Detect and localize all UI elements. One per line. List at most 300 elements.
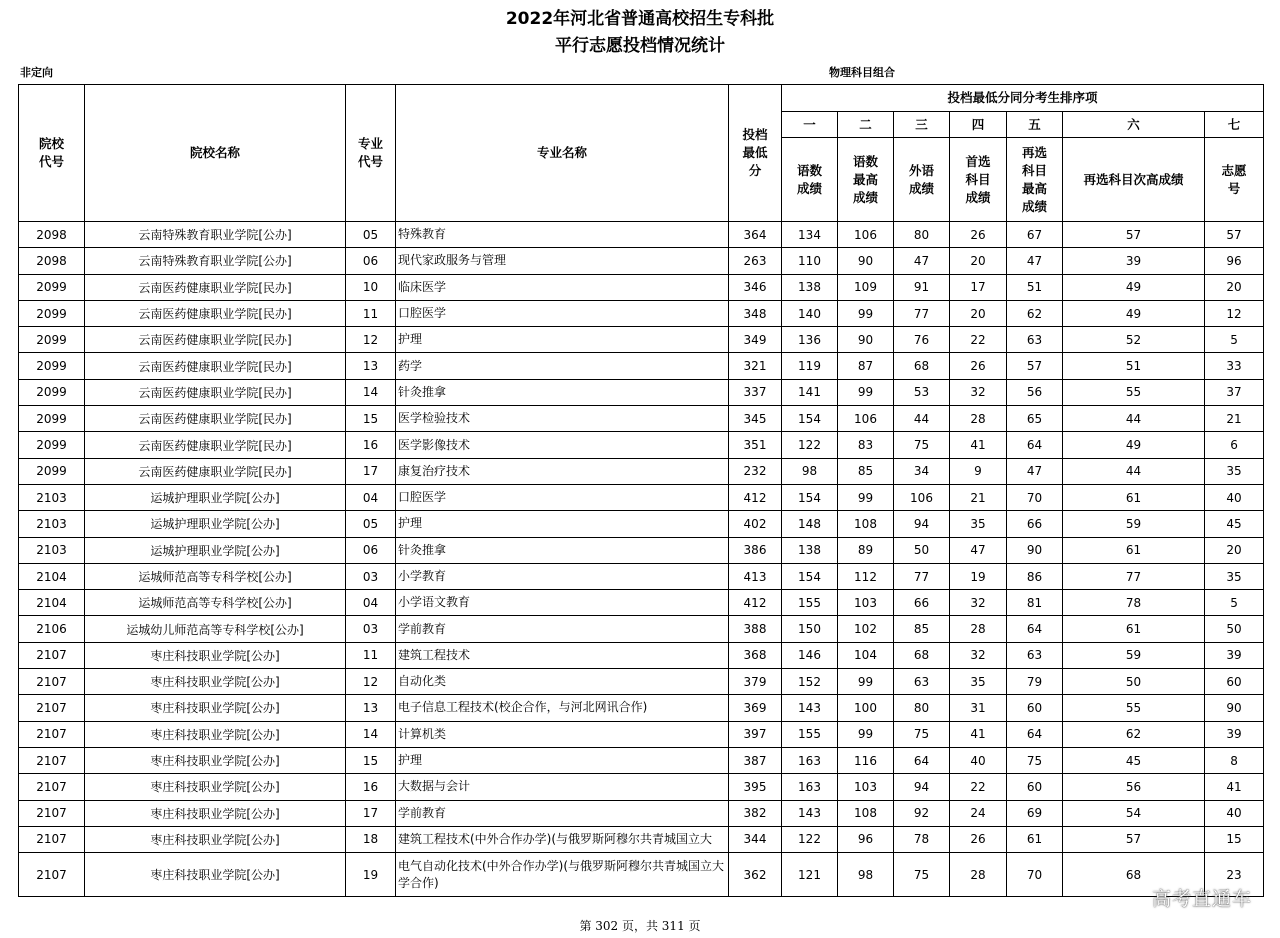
cell-min-score: 337 <box>729 379 782 405</box>
cell-volunteer-no: 21 <box>1205 406 1264 432</box>
cell-school-code: 2103 <box>19 511 85 537</box>
cell-foreign-language: 106 <box>894 484 950 510</box>
cell-reselect-second: 39 <box>1063 248 1205 274</box>
table-row <box>19 484 1264 510</box>
cell-school-code: 2107 <box>19 721 85 747</box>
cell-chinese-math-max: 108 <box>838 800 894 826</box>
cell-school-name: 枣庄科技职业学院[公办] <box>85 642 346 668</box>
cell-volunteer-no: 35 <box>1205 563 1264 589</box>
cell-major-code: 19 <box>346 853 396 897</box>
admission-table <box>18 84 1264 897</box>
cell-chinese-math-max: 90 <box>838 327 894 353</box>
cell-school-code: 2099 <box>19 458 85 484</box>
table-row <box>19 721 1264 747</box>
cell-chinese-math-max: 96 <box>838 826 894 852</box>
cell-volunteer-no: 39 <box>1205 721 1264 747</box>
cell-school-name: 枣庄科技职业学院[公办] <box>85 853 346 897</box>
table-row <box>19 669 1264 695</box>
cell-reselect-max: 90 <box>1007 537 1063 563</box>
cell-reselect-max: 56 <box>1007 379 1063 405</box>
cell-min-score: 344 <box>729 826 782 852</box>
cell-volunteer-no: 23 <box>1205 853 1264 897</box>
cell-school-name: 云南医药健康职业学院[民办] <box>85 432 346 458</box>
cell-foreign-language: 91 <box>894 274 950 300</box>
cell-reselect-second: 59 <box>1063 642 1205 668</box>
cell-major-code: 17 <box>346 800 396 826</box>
cell-reselect-max: 64 <box>1007 616 1063 642</box>
cell-major-name: 护理 <box>396 747 729 773</box>
cell-reselect-max: 70 <box>1007 484 1063 510</box>
cell-chinese-math-max: 99 <box>838 669 894 695</box>
header-min-score: 投档最低分 <box>729 85 782 222</box>
cell-first-subject: 20 <box>950 300 1007 326</box>
cell-volunteer-no: 40 <box>1205 800 1264 826</box>
header-major-name: 专业名称 <box>396 85 729 222</box>
cell-reselect-max: 67 <box>1007 222 1063 248</box>
cell-school-name: 运城护理职业学院[公办] <box>85 537 346 563</box>
cell-foreign-language: 66 <box>894 590 950 616</box>
cell-chinese-math: 143 <box>782 800 838 826</box>
cell-school-name: 云南医药健康职业学院[民办] <box>85 274 346 300</box>
cell-volunteer-no: 60 <box>1205 669 1264 695</box>
cell-chinese-math-max: 102 <box>838 616 894 642</box>
table-row <box>19 537 1264 563</box>
cell-first-subject: 41 <box>950 432 1007 458</box>
cell-major-name: 针灸推拿 <box>396 537 729 563</box>
cell-major-name: 现代家政服务与管理 <box>396 248 729 274</box>
cell-school-name: 云南特殊教育职业学院[公办] <box>85 248 346 274</box>
page-footer: 第 302 页，共 311 页 <box>579 919 701 933</box>
cell-school-name: 云南特殊教育职业学院[公办] <box>85 222 346 248</box>
cell-volunteer-no: 15 <box>1205 826 1264 852</box>
cell-reselect-second: 54 <box>1063 800 1205 826</box>
cell-first-subject: 26 <box>950 826 1007 852</box>
watermark: 高考直通车 <box>1151 888 1252 910</box>
cell-foreign-language: 77 <box>894 300 950 326</box>
cell-major-name: 小学教育 <box>396 563 729 589</box>
cell-first-subject: 28 <box>950 406 1007 432</box>
cell-chinese-math: 98 <box>782 458 838 484</box>
cell-volunteer-no: 39 <box>1205 642 1264 668</box>
cell-volunteer-no: 6 <box>1205 432 1264 458</box>
cell-reselect-max: 79 <box>1007 669 1063 695</box>
cell-school-code: 2107 <box>19 695 85 721</box>
cell-foreign-language: 94 <box>894 511 950 537</box>
cell-school-code: 2098 <box>19 248 85 274</box>
cell-chinese-math-max: 104 <box>838 642 894 668</box>
cell-volunteer-no: 57 <box>1205 222 1264 248</box>
cell-school-code: 2107 <box>19 826 85 852</box>
cell-min-score: 379 <box>729 669 782 695</box>
cell-chinese-math: 163 <box>782 747 838 773</box>
table-row <box>19 800 1264 826</box>
cell-volunteer-no: 33 <box>1205 353 1264 379</box>
cell-major-name: 口腔医学 <box>396 300 729 326</box>
table-row <box>19 695 1264 721</box>
cell-foreign-language: 50 <box>894 537 950 563</box>
cell-reselect-second: 61 <box>1063 484 1205 510</box>
cell-chinese-math: 154 <box>782 406 838 432</box>
cell-reselect-max: 51 <box>1007 274 1063 300</box>
cell-min-score: 348 <box>729 300 782 326</box>
cell-reselect-second: 51 <box>1063 353 1205 379</box>
cell-chinese-math-max: 99 <box>838 721 894 747</box>
cell-chinese-math-max: 99 <box>838 484 894 510</box>
cell-school-name: 运城幼儿师范高等专科学校[公办] <box>85 616 346 642</box>
cell-major-name: 口腔医学 <box>396 484 729 510</box>
cell-foreign-language: 77 <box>894 563 950 589</box>
cell-school-name: 云南医药健康职业学院[民办] <box>85 300 346 326</box>
cell-foreign-language: 85 <box>894 616 950 642</box>
cell-foreign-language: 68 <box>894 353 950 379</box>
cell-major-name: 自动化类 <box>396 669 729 695</box>
header-reselect-max: 再选科目最高成绩 <box>1007 138 1063 222</box>
cell-reselect-second: 62 <box>1063 721 1205 747</box>
cell-min-score: 402 <box>729 511 782 537</box>
cell-reselect-second: 49 <box>1063 432 1205 458</box>
cell-major-code: 11 <box>346 642 396 668</box>
cell-reselect-max: 61 <box>1007 826 1063 852</box>
cell-major-code: 14 <box>346 379 396 405</box>
cell-first-subject: 9 <box>950 458 1007 484</box>
cell-major-name: 药学 <box>396 353 729 379</box>
table-row <box>19 458 1264 484</box>
cell-school-name: 枣庄科技职业学院[公办] <box>85 747 346 773</box>
cell-school-name: 云南医药健康职业学院[民办] <box>85 406 346 432</box>
cell-foreign-language: 34 <box>894 458 950 484</box>
cell-chinese-math-max: 108 <box>838 511 894 537</box>
cell-school-code: 2107 <box>19 853 85 897</box>
cell-chinese-math-max: 85 <box>838 458 894 484</box>
cell-major-code: 13 <box>346 353 396 379</box>
cell-min-score: 364 <box>729 222 782 248</box>
cell-reselect-second: 59 <box>1063 511 1205 537</box>
cell-first-subject: 21 <box>950 484 1007 510</box>
cell-chinese-math-max: 112 <box>838 563 894 589</box>
cell-reselect-second: 52 <box>1063 327 1205 353</box>
cell-foreign-language: 53 <box>894 379 950 405</box>
cell-major-name: 学前教育 <box>396 616 729 642</box>
cell-chinese-math-max: 116 <box>838 747 894 773</box>
cell-major-code: 17 <box>346 458 396 484</box>
cell-chinese-math-max: 106 <box>838 222 894 248</box>
cell-chinese-math: 155 <box>782 590 838 616</box>
cell-foreign-language: 80 <box>894 695 950 721</box>
table-row <box>19 563 1264 589</box>
cell-chinese-math-max: 99 <box>838 300 894 326</box>
cell-min-score: 232 <box>729 458 782 484</box>
cell-reselect-second: 55 <box>1063 695 1205 721</box>
cell-major-name: 医学检验技术 <box>396 406 729 432</box>
cell-first-subject: 31 <box>950 695 1007 721</box>
cell-chinese-math: 155 <box>782 721 838 747</box>
cell-reselect-second: 57 <box>1063 826 1205 852</box>
cell-school-code: 2107 <box>19 669 85 695</box>
cell-major-name: 临床医学 <box>396 274 729 300</box>
cell-first-subject: 32 <box>950 590 1007 616</box>
cell-volunteer-no: 5 <box>1205 327 1264 353</box>
header-reselect-second: 再选科目次高成绩 <box>1063 138 1205 222</box>
cell-school-name: 云南医药健康职业学院[民办] <box>85 353 346 379</box>
cell-volunteer-no: 37 <box>1205 379 1264 405</box>
table-row <box>19 590 1264 616</box>
cell-major-name: 针灸推拿 <box>396 379 729 405</box>
page-title: 2022年河北省普通高校招生专科批 <box>505 9 775 29</box>
cell-reselect-max: 64 <box>1007 721 1063 747</box>
cell-school-code: 2107 <box>19 800 85 826</box>
cell-reselect-max: 60 <box>1007 695 1063 721</box>
cell-foreign-language: 75 <box>894 721 950 747</box>
table-row <box>19 327 1264 353</box>
cell-school-name: 枣庄科技职业学院[公办] <box>85 721 346 747</box>
cell-volunteer-no: 5 <box>1205 590 1264 616</box>
cell-school-name: 枣庄科技职业学院[公办] <box>85 774 346 800</box>
cell-school-code: 2106 <box>19 616 85 642</box>
cell-school-name: 云南医药健康职业学院[民办] <box>85 458 346 484</box>
cell-school-name: 运城护理职业学院[公办] <box>85 484 346 510</box>
cell-major-code: 05 <box>346 511 396 537</box>
cell-reselect-second: 44 <box>1063 406 1205 432</box>
cell-reselect-second: 61 <box>1063 616 1205 642</box>
cell-reselect-second: 50 <box>1063 669 1205 695</box>
cell-chinese-math-max: 106 <box>838 406 894 432</box>
cell-chinese-math-max: 89 <box>838 537 894 563</box>
cell-reselect-second: 57 <box>1063 222 1205 248</box>
cell-first-subject: 26 <box>950 222 1007 248</box>
cell-major-code: 10 <box>346 274 396 300</box>
cell-reselect-max: 57 <box>1007 353 1063 379</box>
cell-first-subject: 17 <box>950 274 1007 300</box>
cell-foreign-language: 63 <box>894 669 950 695</box>
cell-reselect-max: 81 <box>1007 590 1063 616</box>
cell-reselect-second: 78 <box>1063 590 1205 616</box>
table-row <box>19 406 1264 432</box>
table-row <box>19 616 1264 642</box>
cell-school-name: 云南医药健康职业学院[民办] <box>85 327 346 353</box>
cell-foreign-language: 94 <box>894 774 950 800</box>
cell-chinese-math-max: 83 <box>838 432 894 458</box>
cell-major-code: 16 <box>346 774 396 800</box>
table-row <box>19 747 1264 773</box>
cell-major-code: 04 <box>346 590 396 616</box>
cell-min-score: 386 <box>729 537 782 563</box>
cell-school-name: 运城护理职业学院[公办] <box>85 511 346 537</box>
header-school-code: 院校代号 <box>19 85 85 222</box>
cell-reselect-second: 56 <box>1063 774 1205 800</box>
cell-volunteer-no: 45 <box>1205 511 1264 537</box>
cell-min-score: 346 <box>729 274 782 300</box>
cell-min-score: 387 <box>729 747 782 773</box>
cell-volunteer-no: 50 <box>1205 616 1264 642</box>
cell-reselect-second: 55 <box>1063 379 1205 405</box>
cell-school-code: 2107 <box>19 642 85 668</box>
cell-min-score: 397 <box>729 721 782 747</box>
cell-first-subject: 41 <box>950 721 1007 747</box>
cell-school-code: 2099 <box>19 274 85 300</box>
cell-chinese-math-max: 109 <box>838 274 894 300</box>
table-row <box>19 432 1264 458</box>
cell-chinese-math: 140 <box>782 300 838 326</box>
cell-foreign-language: 75 <box>894 853 950 897</box>
table-row <box>19 511 1264 537</box>
cell-chinese-math: 122 <box>782 826 838 852</box>
cell-chinese-math: 163 <box>782 774 838 800</box>
cell-reselect-max: 75 <box>1007 747 1063 773</box>
cell-min-score: 412 <box>729 590 782 616</box>
table-row <box>19 300 1264 326</box>
header-num-2: 二 <box>838 112 894 138</box>
cell-first-subject: 32 <box>950 642 1007 668</box>
cell-chinese-math: 150 <box>782 616 838 642</box>
cell-major-name: 建筑工程技术 <box>396 642 729 668</box>
header-rank-group: 投档最低分同分考生排序项 <box>782 85 1264 112</box>
cell-reselect-second: 68 <box>1063 853 1205 897</box>
header-major-code: 专业代号 <box>346 85 396 222</box>
cell-first-subject: 22 <box>950 774 1007 800</box>
cell-major-code: 12 <box>346 669 396 695</box>
cell-min-score: 263 <box>729 248 782 274</box>
cell-major-code: 15 <box>346 747 396 773</box>
cell-volunteer-no: 96 <box>1205 248 1264 274</box>
cell-major-code: 06 <box>346 537 396 563</box>
cell-school-code: 2107 <box>19 747 85 773</box>
cell-school-code: 2103 <box>19 537 85 563</box>
cell-major-code: 06 <box>346 248 396 274</box>
cell-chinese-math-max: 103 <box>838 590 894 616</box>
cell-school-code: 2104 <box>19 590 85 616</box>
cell-chinese-math: 122 <box>782 432 838 458</box>
cell-volunteer-no: 20 <box>1205 274 1264 300</box>
cell-first-subject: 32 <box>950 379 1007 405</box>
cell-school-code: 2104 <box>19 563 85 589</box>
header-num-4: 四 <box>950 112 1007 138</box>
cell-foreign-language: 78 <box>894 826 950 852</box>
page-subtitle: 平行志愿投档情况统计 <box>555 36 725 56</box>
cell-major-name: 建筑工程技术(中外合作办学)(与俄罗斯阿穆尔共青城国立大 <box>396 826 729 852</box>
cell-volunteer-no: 20 <box>1205 537 1264 563</box>
cell-reselect-max: 64 <box>1007 432 1063 458</box>
cell-school-code: 2107 <box>19 774 85 800</box>
cell-school-name: 云南医药健康职业学院[民办] <box>85 379 346 405</box>
table-row <box>19 353 1264 379</box>
header-chinese-math-max: 语数最高成绩 <box>838 138 894 222</box>
cell-min-score: 388 <box>729 616 782 642</box>
cell-min-score: 345 <box>729 406 782 432</box>
cell-major-name: 小学语文教育 <box>396 590 729 616</box>
cell-chinese-math: 138 <box>782 537 838 563</box>
cell-reselect-max: 63 <box>1007 642 1063 668</box>
cell-foreign-language: 75 <box>894 432 950 458</box>
cell-min-score: 362 <box>729 853 782 897</box>
cell-major-name: 特殊教育 <box>396 222 729 248</box>
table-row <box>19 853 1264 897</box>
cell-volunteer-no: 35 <box>1205 458 1264 484</box>
cell-chinese-math: 134 <box>782 222 838 248</box>
cell-major-name: 护理 <box>396 511 729 537</box>
cell-school-name: 运城师范高等专科学校[公办] <box>85 590 346 616</box>
header-chinese-math: 语数成绩 <box>782 138 838 222</box>
cell-chinese-math-max: 87 <box>838 353 894 379</box>
cell-school-name: 枣庄科技职业学院[公办] <box>85 695 346 721</box>
cell-min-score: 351 <box>729 432 782 458</box>
cell-school-code: 2099 <box>19 432 85 458</box>
cell-chinese-math-max: 103 <box>838 774 894 800</box>
header-school-name: 院校名称 <box>85 85 346 222</box>
cell-chinese-math: 154 <box>782 484 838 510</box>
cell-reselect-second: 49 <box>1063 300 1205 326</box>
cell-chinese-math-max: 98 <box>838 853 894 897</box>
header-num-6: 六 <box>1063 112 1205 138</box>
cell-reselect-max: 60 <box>1007 774 1063 800</box>
header-num-5: 五 <box>1007 112 1063 138</box>
cell-reselect-second: 61 <box>1063 537 1205 563</box>
cell-major-code: 11 <box>346 300 396 326</box>
cell-major-code: 03 <box>346 563 396 589</box>
cell-min-score: 395 <box>729 774 782 800</box>
cell-first-subject: 40 <box>950 747 1007 773</box>
cell-major-name: 大数据与会计 <box>396 774 729 800</box>
cell-foreign-language: 92 <box>894 800 950 826</box>
cell-min-score: 382 <box>729 800 782 826</box>
cell-chinese-math: 152 <box>782 669 838 695</box>
cell-first-subject: 19 <box>950 563 1007 589</box>
header-num-7: 七 <box>1205 112 1264 138</box>
cell-min-score: 349 <box>729 327 782 353</box>
cell-reselect-max: 63 <box>1007 327 1063 353</box>
cell-reselect-max: 66 <box>1007 511 1063 537</box>
cell-reselect-max: 47 <box>1007 458 1063 484</box>
cell-volunteer-no: 40 <box>1205 484 1264 510</box>
cell-chinese-math-max: 99 <box>838 379 894 405</box>
cell-school-name: 枣庄科技职业学院[公办] <box>85 669 346 695</box>
cell-school-code: 2099 <box>19 327 85 353</box>
header-first-subject: 首选科目成绩 <box>950 138 1007 222</box>
cell-chinese-math-max: 100 <box>838 695 894 721</box>
cell-major-code: 16 <box>346 432 396 458</box>
cell-min-score: 321 <box>729 353 782 379</box>
cell-major-code: 05 <box>346 222 396 248</box>
cell-reselect-max: 86 <box>1007 563 1063 589</box>
cell-first-subject: 24 <box>950 800 1007 826</box>
cell-chinese-math: 146 <box>782 642 838 668</box>
cell-foreign-language: 64 <box>894 747 950 773</box>
cell-major-code: 15 <box>346 406 396 432</box>
cell-volunteer-no: 41 <box>1205 774 1264 800</box>
cell-first-subject: 35 <box>950 669 1007 695</box>
cell-chinese-math: 143 <box>782 695 838 721</box>
cell-reselect-max: 47 <box>1007 248 1063 274</box>
cell-major-name: 电子信息工程技术(校企合作，与河北网讯合作) <box>396 695 729 721</box>
cell-chinese-math: 136 <box>782 327 838 353</box>
category-label: 非定向 <box>20 66 53 79</box>
cell-school-name: 枣庄科技职业学院[公办] <box>85 800 346 826</box>
cell-major-code: 13 <box>346 695 396 721</box>
cell-major-name: 学前教育 <box>396 800 729 826</box>
cell-major-name: 电气自动化技术(中外合作办学)(与俄罗斯阿穆尔共青城国立大学合作) <box>396 853 729 897</box>
cell-first-subject: 26 <box>950 353 1007 379</box>
cell-major-code: 03 <box>346 616 396 642</box>
cell-chinese-math: 138 <box>782 274 838 300</box>
cell-foreign-language: 44 <box>894 406 950 432</box>
cell-major-code: 12 <box>346 327 396 353</box>
table-row <box>19 274 1264 300</box>
subject-combination-label: 物理科目组合 <box>829 66 895 79</box>
cell-school-code: 2099 <box>19 379 85 405</box>
header-volunteer-no: 志愿号 <box>1205 138 1264 222</box>
cell-first-subject: 22 <box>950 327 1007 353</box>
cell-min-score: 369 <box>729 695 782 721</box>
table-row <box>19 248 1264 274</box>
